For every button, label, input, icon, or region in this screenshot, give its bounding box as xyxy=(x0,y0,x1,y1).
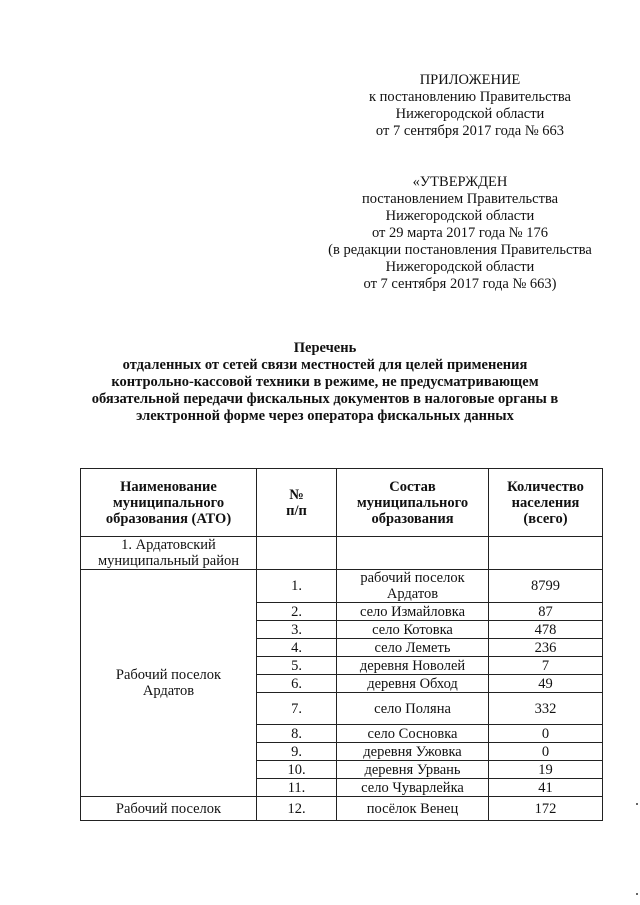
empty-cell xyxy=(257,537,337,570)
row-number: 12. xyxy=(257,797,337,821)
header-composition: Состав муниципального образования xyxy=(337,469,489,537)
locality-name: село Котовка xyxy=(337,621,489,639)
approved-line: от 7 сентября 2017 года № 663) xyxy=(363,276,557,292)
row-number: 8. xyxy=(257,725,337,743)
empty-cell xyxy=(489,537,603,570)
population-value: 0 xyxy=(489,743,603,761)
population-value: 41 xyxy=(489,779,603,797)
locality-name: село Поляна xyxy=(337,693,489,725)
population-value: 478 xyxy=(489,621,603,639)
appendix-line: Нижегородской области xyxy=(395,106,545,122)
appendix-title: ПРИЛОЖЕНИЕ xyxy=(419,72,521,88)
population-value: 8799 xyxy=(489,570,603,603)
approved-title: «УТВЕРЖДЕН xyxy=(412,174,508,190)
population-value: 172 xyxy=(489,797,603,821)
approved-line: (в редакции постановления Правительства xyxy=(328,242,592,258)
row-number: 1. xyxy=(257,570,337,603)
locality-name: село Леметь xyxy=(337,639,489,657)
row-number: 9. xyxy=(257,743,337,761)
header-population: Количество населения (всего) xyxy=(489,469,603,537)
locality-name: посёлок Венец xyxy=(337,797,489,821)
scan-speck xyxy=(636,803,638,805)
empty-cell xyxy=(337,537,489,570)
title-line: обязательной передачи фискальных документов в налоговые органы в xyxy=(91,391,559,407)
locality-name: деревня Новолей xyxy=(337,657,489,675)
approval-stamp-text xyxy=(300,174,620,293)
row-number: 10. xyxy=(257,761,337,779)
appendix-line: к постановлению Правительства xyxy=(369,89,571,105)
locality-name: село Чуварлейка xyxy=(337,779,489,797)
locality-name: деревня Ужовка xyxy=(337,743,489,761)
row-number: 11. xyxy=(257,779,337,797)
row-number: 3. xyxy=(257,621,337,639)
table-header-row xyxy=(81,469,603,537)
locality-name: рабочий поселок Ардатов xyxy=(337,570,489,603)
locality-name: деревня Урвань xyxy=(337,761,489,779)
approved-line: постановлением Правительства xyxy=(361,191,559,207)
row-number: 6. xyxy=(257,675,337,693)
title-line: электронной форме через оператора фискальных данных xyxy=(136,408,514,424)
locality-name: деревня Обход xyxy=(337,675,489,693)
header-ato: Наименование муниципального образования (АТО) xyxy=(81,469,257,537)
header-number: № п/п xyxy=(257,469,337,537)
appendix-header xyxy=(335,72,605,140)
population-value: 0 xyxy=(489,725,603,743)
row-number: 2. xyxy=(257,603,337,621)
title-line: отдаленных от сетей связи местностей для целей применения xyxy=(122,357,528,373)
district-name: 1. Ардатовский муниципальный район xyxy=(81,537,257,570)
population-value: 7 xyxy=(489,657,603,675)
title-heading: Перечень xyxy=(293,340,357,356)
population-value: 87 xyxy=(489,603,603,621)
title-line: контрольно-кассовой техники в режиме, не предусматривающем xyxy=(111,374,539,390)
approved-line: от 29 марта 2017 года № 176 xyxy=(372,225,548,241)
population-value: 332 xyxy=(489,693,603,725)
approved-line: Нижегородской области xyxy=(385,259,535,275)
district-row xyxy=(81,537,603,570)
approved-line: Нижегородской области xyxy=(385,208,535,224)
row-number: 7. xyxy=(257,693,337,725)
population-value: 49 xyxy=(489,675,603,693)
locality-name: село Измайловка xyxy=(337,603,489,621)
document-title xyxy=(90,340,560,425)
row-number: 4. xyxy=(257,639,337,657)
table-row xyxy=(81,570,603,603)
ato-name-next: Рабочий поселок xyxy=(81,797,257,821)
population-value: 236 xyxy=(489,639,603,657)
row-number: 5. xyxy=(257,657,337,675)
ato-name-ardatov: Рабочий поселок Ардатов xyxy=(81,570,257,797)
appendix-date: от 7 сентября 2017 года № 663 xyxy=(375,123,565,139)
locality-table xyxy=(80,468,603,821)
population-value: 19 xyxy=(489,761,603,779)
locality-name: село Сосновка xyxy=(337,725,489,743)
table-row xyxy=(81,797,603,821)
scan-speck xyxy=(636,893,638,895)
